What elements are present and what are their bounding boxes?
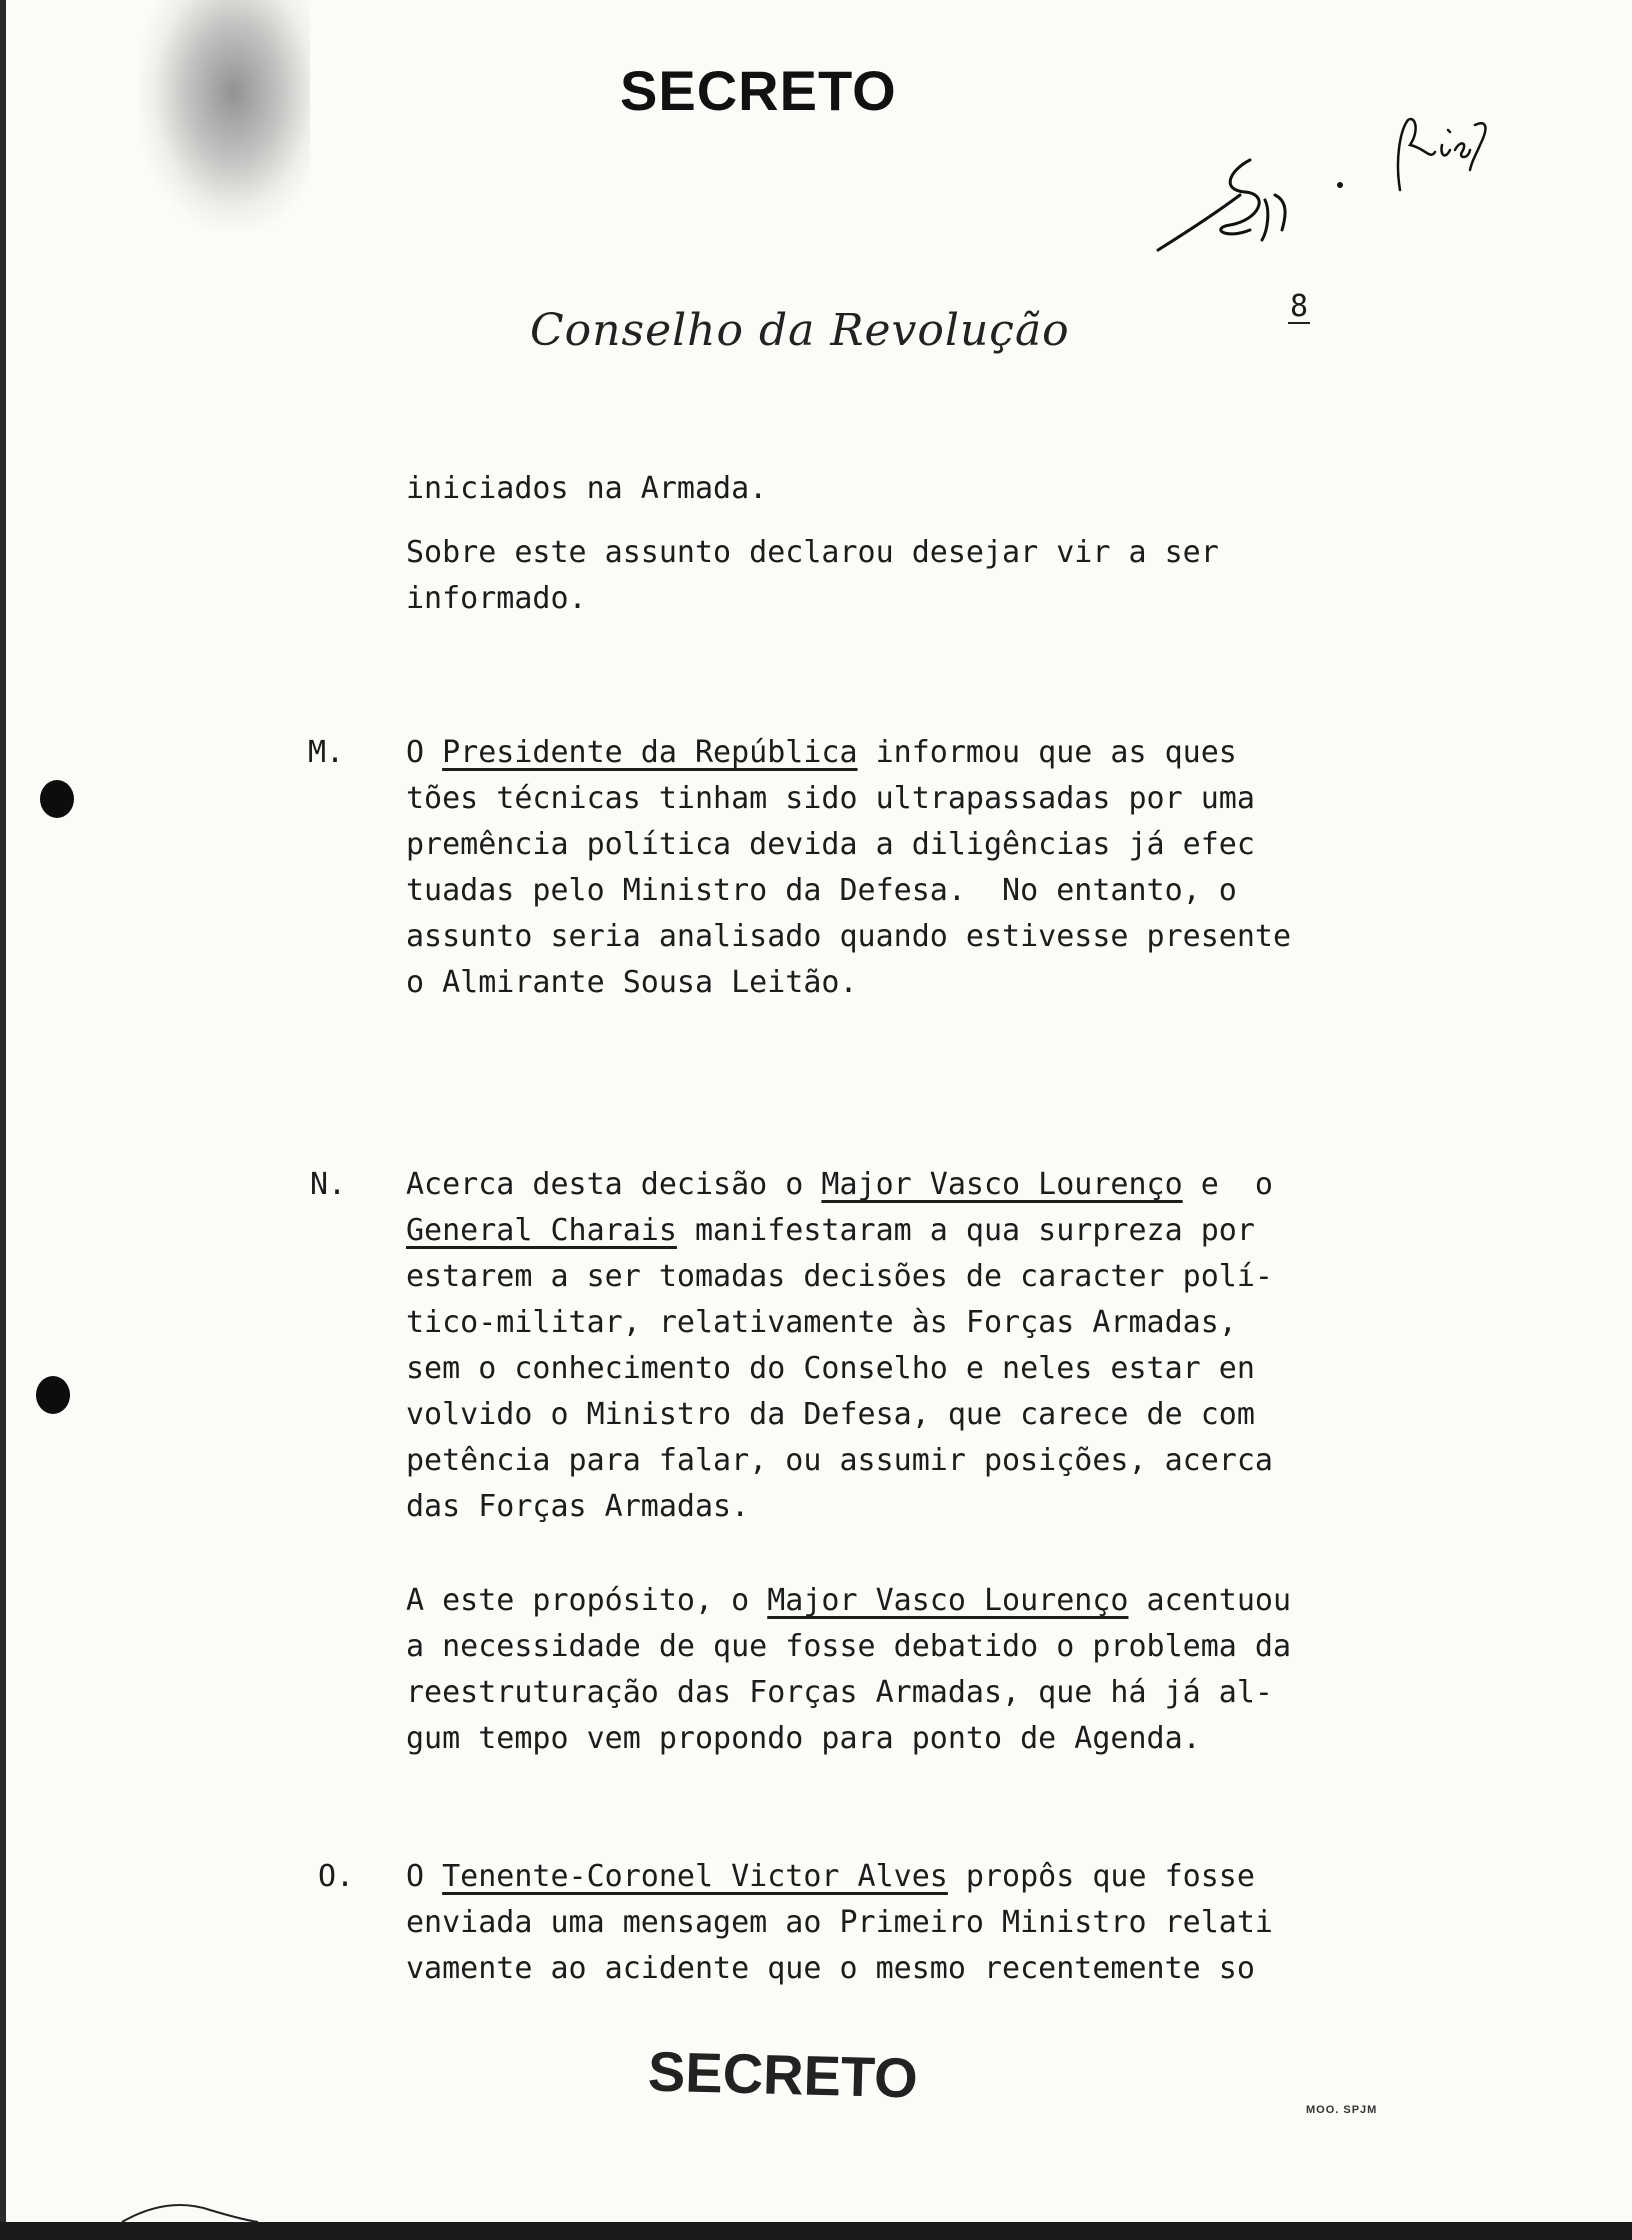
text-line: sem o conhecimento do Conselho e neles estar en [406, 1351, 1255, 1386]
scan-smudge [140, 0, 310, 230]
text-line: iniciados na Armada. [406, 471, 768, 506]
classification-stamp-top: SECRETO [620, 59, 897, 122]
text-line: assunto seria analisado quando estivesse presente [406, 919, 1292, 954]
text-line: General Charais manifestaram a qua surpreza por [406, 1213, 1255, 1248]
section-label-n: N. [310, 1167, 347, 1202]
text-line: tuadas pelo Ministro da Defesa. No entanto, o [406, 873, 1237, 908]
person-name: Major Vasco Lourenço [821, 1167, 1183, 1202]
section-label-m: M. [308, 735, 345, 770]
page-number: 8 [1290, 289, 1309, 324]
section-label-o: O. [318, 1859, 355, 1894]
person-name: General Charais [406, 1213, 677, 1248]
text-line: petência para falar, ou assumir posições, acerca [406, 1443, 1273, 1478]
text-line: gum tempo vem propondo para ponto de Agenda. [406, 1721, 1201, 1756]
handwritten-initials [1150, 100, 1510, 270]
text-line: o Almirante Sousa Leitão. [406, 965, 858, 1000]
text-line: das Forças Armadas. [406, 1489, 750, 1524]
section-m-paragraph [406, 730, 1346, 1006]
page-edge [0, 0, 6, 2240]
text-line: tões técnicas tinham sido ultrapassadas por uma [406, 781, 1255, 816]
person-name: Major Vasco Lourenço [767, 1583, 1129, 1618]
text-line: a necessidade de que fosse debatido o problema da [406, 1629, 1292, 1664]
text-line: reestruturação das Forças Armadas, que há já al- [406, 1675, 1273, 1710]
section-n-paragraph [406, 1162, 1346, 1530]
person-name: Tenente-Coronel Victor Alves [442, 1859, 948, 1894]
punch-hole [40, 780, 74, 818]
text-line: Acerca desta decisão o Major Vasco Lourenço e o [406, 1167, 1273, 1202]
text-line: O Tenente-Coronel Victor Alves propôs que fosse [406, 1859, 1255, 1894]
classification-stamp-bottom: SECRETO [647, 2039, 919, 2110]
text-line: Sobre este assunto declarou desejar vir a ser [406, 535, 1219, 570]
letterhead-council: Conselho da Revolução [530, 305, 1070, 356]
text-line: enviada uma mensagem ao Primeiro Ministro relati [406, 1905, 1273, 1940]
text-line: vamente ao acidente que o mesmo recentemente so [406, 1951, 1255, 1986]
text-line: A este propósito, o Major Vasco Lourenço acentuou [406, 1583, 1292, 1618]
text-line: premência política devida a diligências já efec [406, 827, 1255, 862]
text-line: estarem a ser tomadas decisões de caracter polí- [406, 1259, 1273, 1294]
text-line: volvido o Ministro da Defesa, que carece de com [406, 1397, 1255, 1432]
section-n-paragraph-2 [406, 1578, 1346, 1762]
section-o-paragraph [406, 1854, 1346, 1992]
form-code: MOO. SPJM [1306, 2104, 1378, 2116]
intro-paragraph [406, 466, 1346, 622]
page-edge [0, 2222, 1632, 2240]
text-line: tico-militar, relativamente às Forças Armadas, [406, 1305, 1237, 1340]
text-line: O Presidente da República informou que as ques [406, 735, 1237, 770]
person-name: Presidente da República [442, 735, 858, 770]
text-line: informado. [406, 581, 587, 616]
punch-hole [36, 1376, 70, 1414]
